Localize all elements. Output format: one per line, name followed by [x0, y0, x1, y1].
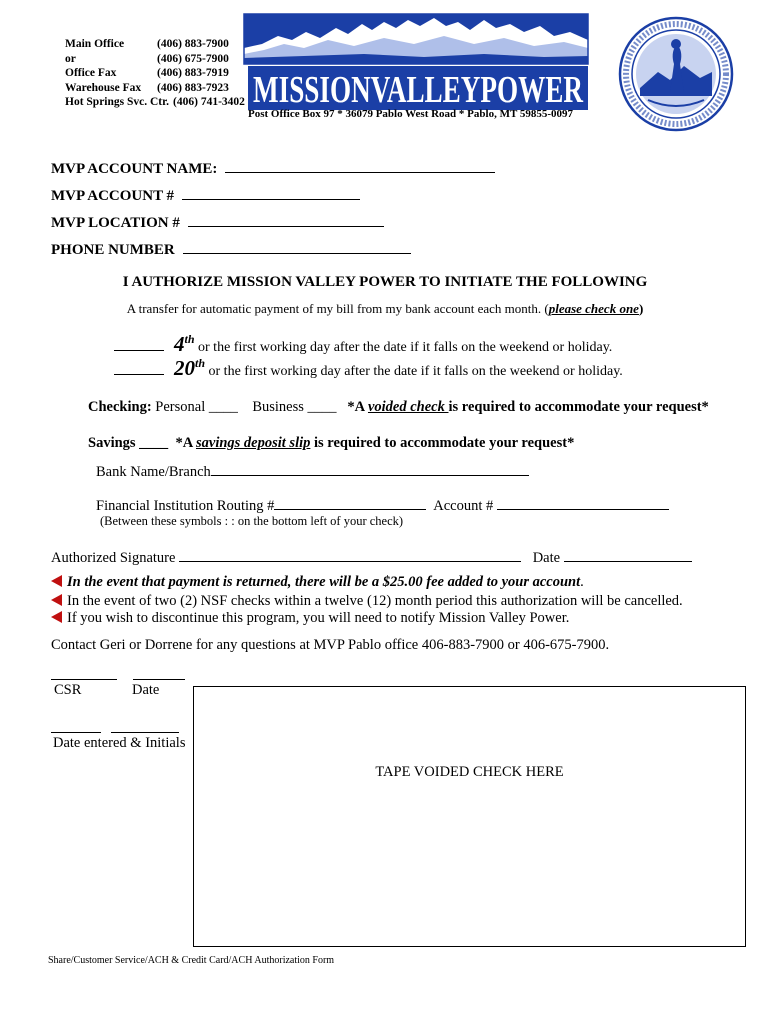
contact-row	[65, 66, 245, 81]
date-entered-input[interactable]	[51, 720, 101, 733]
req-rest: is required to accommodate your request*	[448, 399, 709, 415]
contact-row	[65, 52, 245, 67]
savings-option[interactable]: Savings ____	[88, 435, 169, 451]
contact-row	[65, 81, 245, 96]
contact-number: (406) 883-7923	[157, 81, 229, 94]
contact-label: Hot Springs Svc. Ctr.	[65, 96, 170, 109]
location-field	[51, 212, 384, 232]
csr-date-input[interactable]	[133, 667, 185, 680]
contact-line: Contact Geri or Dorrene for any questions at MVP Pablo office 406-883-7900 or 406-675-7900.	[51, 637, 610, 653]
account-number-label: MVP ACCOUNT #	[51, 188, 175, 204]
req-item: savings deposit slip	[195, 435, 311, 451]
option-4th-day	[174, 332, 195, 356]
req-star: *A	[175, 435, 196, 451]
notice-discontinue	[51, 610, 569, 627]
signature-date-label: Date	[532, 550, 561, 566]
notice-text: In the event of two (2) NSF checks within a twelve (12) month period this authorization will be cancelled.	[67, 593, 683, 609]
contact-list	[65, 37, 245, 110]
notice-text: If you wish to discontinue this program, you will need to notify Mission Valley Power.	[67, 610, 570, 626]
option-day-number: 4	[174, 332, 185, 356]
signature-date-input[interactable]	[564, 548, 692, 562]
form-footer: Share/Customer Service/ACH & Credit Card/ACH Authorization Form	[48, 955, 335, 966]
notice-returned-payment	[51, 574, 584, 591]
left-arrow-icon	[51, 594, 62, 606]
notice-nsf	[51, 593, 683, 610]
location-input[interactable]	[188, 212, 384, 227]
contact-label: Main Office	[65, 38, 125, 50]
option-4th-checkbox[interactable]	[114, 337, 164, 351]
tape-check-label: TAPE VOIDED CHECK HERE	[375, 764, 564, 780]
csr-label: CSR	[54, 682, 82, 698]
bank-name-label: Bank Name/Branch	[96, 464, 211, 480]
contact-label: Office Fax	[65, 67, 117, 80]
subtext-check-one: please check one	[548, 301, 639, 316]
phone-label: PHONE NUMBER	[51, 242, 175, 258]
checking-line	[88, 399, 709, 416]
req-item: voided check	[367, 399, 449, 415]
account-number-input[interactable]	[182, 185, 360, 200]
tape-check-box	[193, 686, 746, 947]
tribal-seal-icon	[618, 16, 734, 132]
routing-input[interactable]	[274, 496, 426, 510]
phone-input[interactable]	[183, 239, 411, 254]
contact-number: (406) 741-3402	[173, 96, 245, 109]
option-day-suffix: th	[195, 356, 206, 370]
option-4th	[114, 332, 612, 357]
bank-name-field	[96, 462, 529, 481]
savings-line	[88, 435, 574, 452]
option-20th-text: or the first working day after the date if it falls on the weekend or holiday.	[208, 364, 623, 379]
bank-account-input[interactable]	[497, 496, 669, 510]
bank-name-input[interactable]	[211, 462, 529, 476]
signature-field	[51, 548, 692, 567]
bank-account-label: Account #	[433, 498, 494, 514]
checking-business-option[interactable]: Business ____	[252, 399, 337, 415]
contact-number: (406) 883-7919	[157, 67, 229, 80]
routing-label: Financial Institution Routing #	[96, 498, 275, 514]
contact-row	[65, 37, 245, 52]
mountain-logo-icon	[244, 14, 588, 64]
option-day-number: 20	[174, 356, 195, 380]
account-name-label: MVP ACCOUNT NAME:	[51, 161, 218, 177]
routing-field	[96, 496, 669, 515]
subtext-close: )	[638, 301, 644, 316]
authorization-heading: I AUTHORIZE MISSION VALLEY POWER TO INITIATE THE FOLLOWING	[122, 274, 648, 290]
contact-row	[65, 95, 245, 110]
brand-wordmark	[248, 66, 588, 110]
option-day-suffix: th	[184, 332, 195, 346]
contact-label: or	[65, 52, 76, 65]
left-arrow-icon	[51, 611, 62, 623]
left-arrow-icon	[51, 575, 62, 587]
signature-label: Authorized Signature	[51, 550, 176, 566]
req-rest: is required to accommodate your request*	[310, 435, 575, 451]
notice-end: .	[580, 574, 584, 590]
contact-number: (406) 883-7900	[157, 38, 229, 50]
authorization-subtext	[0, 301, 770, 317]
svg-text:MISSIONVALLEYPOWER: MISSIONVALLEYPOWER	[253, 69, 584, 111]
account-number-field	[51, 185, 360, 205]
option-4th-text: or the first working day after the date if it falls on the weekend or holiday.	[198, 340, 613, 355]
savings-requirement	[175, 435, 574, 451]
signature-input[interactable]	[179, 548, 521, 562]
csr-input[interactable]	[51, 667, 117, 680]
phone-field	[51, 239, 411, 259]
option-20th-checkbox[interactable]	[114, 361, 164, 375]
option-20th-day	[174, 356, 205, 380]
contact-number: (406) 675-7900	[157, 52, 229, 65]
checking-personal-option[interactable]: Personal ____	[155, 399, 238, 415]
checking-requirement	[347, 399, 708, 415]
account-name-input[interactable]	[225, 158, 495, 173]
account-name-field	[51, 158, 495, 178]
option-20th	[114, 356, 623, 381]
contact-label: Warehouse Fax	[65, 81, 142, 94]
notice-text: In the event that payment is returned, there will be a $25.00 fee added to your account	[67, 574, 581, 590]
initials-input[interactable]	[111, 720, 179, 733]
date-entered-label: Date entered & Initials	[53, 735, 186, 751]
req-star: *A	[347, 399, 368, 415]
location-label: MVP LOCATION #	[51, 215, 180, 231]
company-address: Post Office Box 97 * 36079 Pablo West Road * Pablo, MT 59855-0097	[248, 108, 574, 120]
checking-label: Checking:	[88, 399, 152, 415]
csr-date-label: Date	[132, 682, 160, 698]
subtext-body: A transfer for automatic payment of my bill from my bank account each month. (	[126, 301, 549, 316]
routing-hint: (Between these symbols : : on the bottom left of your check)	[100, 514, 404, 528]
